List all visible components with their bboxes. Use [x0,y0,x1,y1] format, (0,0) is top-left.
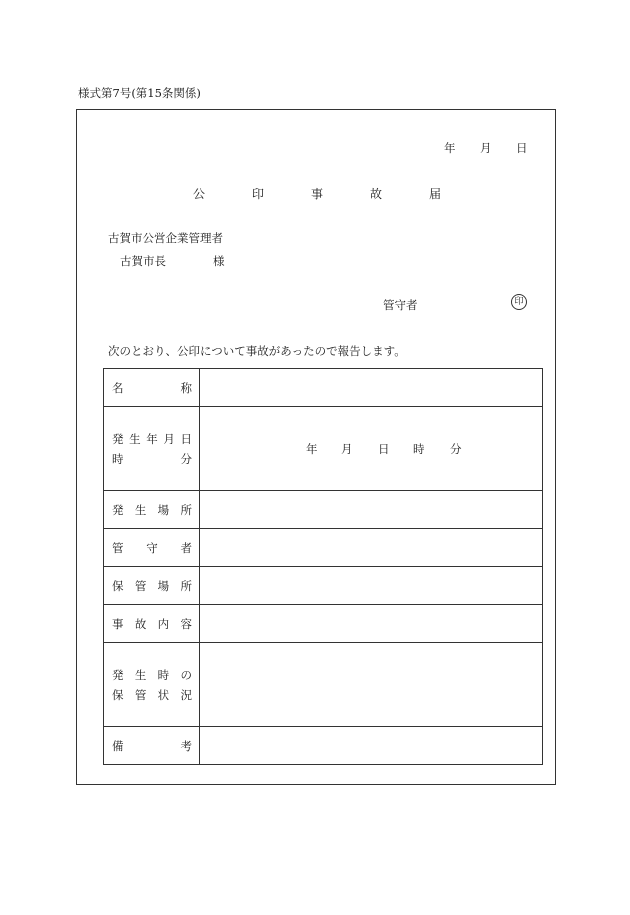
label-char: 所 [180,578,192,593]
label-status [104,643,200,727]
label-char: 発 [112,502,124,517]
datetime-units [200,441,542,457]
label-char: 発 [112,667,124,682]
row-storage [104,567,543,605]
label-char: 場 [157,502,170,517]
label-char: 場 [157,578,170,593]
label-keeper [104,529,200,567]
label-char: 月 [163,431,175,446]
addressee-line1: 古賀市公営企業管理者 [108,231,223,245]
label-remarks [104,727,200,765]
label-storage [104,567,200,605]
row-name [104,369,543,407]
row-keeper [104,529,543,567]
label-char: 時 [157,667,170,682]
field-occurred-date[interactable] [200,407,543,491]
label-char: 備 [112,738,124,753]
label-char: 容 [180,616,192,631]
label-char: 者 [180,540,192,555]
field-place[interactable] [200,491,543,529]
label-char: 管 [112,540,124,555]
label-char: 守 [146,540,158,555]
label-char: 日 [180,431,192,446]
form-number: 様式第7号(第15条関係) [78,86,201,100]
label-char: 保 [112,578,124,593]
unit-day: 日 [378,441,390,456]
unit-hour: 時 [413,441,425,456]
date-day-label: 日 [516,141,528,155]
addressee-honorific: 様 [213,254,225,268]
report-table [103,368,543,765]
label-details [104,605,200,643]
title-char: 届 [429,187,442,201]
title-char: 故 [370,187,383,201]
seal-mark: 印 [511,294,527,310]
field-name[interactable] [200,369,543,407]
label-char: 時 [112,451,124,466]
title-char: 事 [311,187,324,201]
row-status [104,643,543,727]
field-remarks[interactable] [200,727,543,765]
label-char: 保 [112,687,124,702]
unit-year: 年 [306,441,318,456]
label-char: 発 [112,431,124,446]
unit-minute: 分 [450,441,462,456]
label-char: 生 [134,502,147,517]
row-remarks [104,727,543,765]
label-char: 所 [180,502,192,517]
label-char: 事 [112,616,124,631]
label-char: 年 [146,431,158,446]
label-char: 考 [180,738,192,753]
title-char: 公 [193,187,206,201]
label-char: の [180,667,192,682]
label-char: 生 [129,431,141,446]
label-char: 分 [180,451,192,466]
label-char: 内 [157,616,170,631]
field-status[interactable] [200,643,543,727]
field-details[interactable] [200,605,543,643]
custodian-label: 管守者 [383,298,418,312]
label-char: 状 [157,687,170,702]
date-year-label: 年 [444,141,456,155]
row-place [104,491,543,529]
label-char: 名 [112,380,124,395]
label-char: 管 [134,578,147,593]
intro-text: 次のとおり、公印について事故があったので報告します。 [108,344,406,358]
label-char: 故 [134,616,147,631]
label-name [104,369,200,407]
unit-month: 月 [341,441,353,456]
row-occurred-date [104,407,543,491]
label-occurred-date [104,407,200,491]
field-storage[interactable] [200,567,543,605]
date-month-label: 月 [480,141,492,155]
label-char: 生 [134,667,147,682]
title-char: 印 [252,187,265,201]
label-place [104,491,200,529]
label-char: 況 [180,687,192,702]
form-frame [76,109,556,785]
row-details [104,605,543,643]
addressee-line2: 古賀市長 [120,254,166,268]
label-char: 称 [180,380,192,395]
field-keeper[interactable] [200,529,543,567]
label-char: 管 [134,687,147,702]
